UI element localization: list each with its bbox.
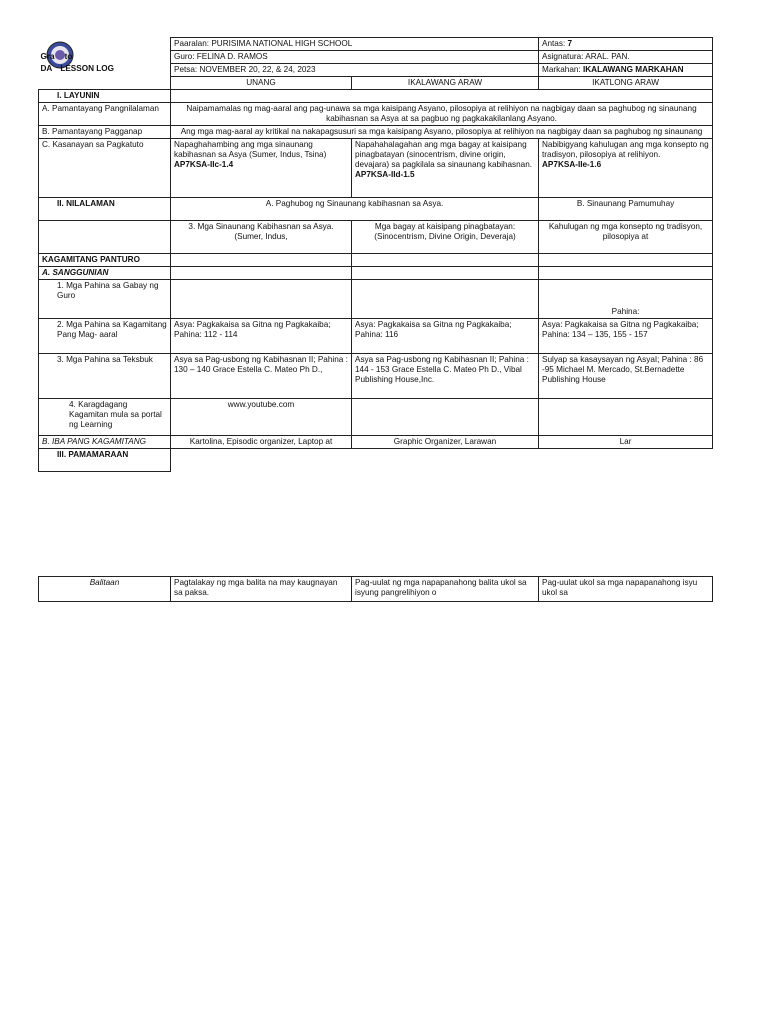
pamamaraan-blank (171, 449, 713, 472)
iba-day3: Lar (539, 436, 713, 449)
pamamaraan-heading: III. PAMAMARAAN (39, 449, 171, 472)
teksbuk-day1: Asya sa Pag-usbong ng Kabihasnan II; Pahina : 130 – 140 Grace Estella C. Mateo Ph D., (171, 354, 352, 399)
kagamitang-blank-1 (171, 254, 352, 267)
teksbuk-label: 3. Mga Pahina sa Teksbuk (39, 354, 171, 399)
kasanayan-day2: Napahahalagahan ang mga bagay at kaisipang pinagbatayan (sinocentrism, divine origin, devajara) sa pagkilala sa sinaunang kabihasnan. AP7KSA-IId-1.5 (352, 139, 539, 198)
gabay-day2 (352, 280, 539, 319)
day2-header: IKALAWANG ARAW (352, 77, 539, 90)
lesson-log-table (38, 37, 713, 472)
layunin-blank (171, 90, 713, 103)
nilalaman-subrow-label (39, 221, 171, 254)
grade-level-field: Antas: 7 (539, 38, 713, 51)
sanggunian-blank-2 (352, 267, 539, 280)
nilalaman-day2: Mga bagay at kaisipang pinagbatayan: (Sinocentrism, Divine Origin, Deveraja) (352, 221, 539, 254)
nilalaman-day1: 3. Mga Sinaunang Kabihasnan sa Asya. (Sumer, Indus, (171, 221, 352, 254)
nilalaman-topic-b: B. Sinaunang Pamumuhay (539, 198, 713, 221)
subject-field: Asignatura: ARAL. PAN. (539, 51, 713, 64)
nilalaman-heading: II. NILALAMAN (39, 198, 171, 221)
kasanayan-day3: Nabibigyang kahulugan ang mga konsepto ng tradisyon, pilosopiya at relihiyon. AP7KSA-IIe-1.6 (539, 139, 713, 198)
lesson-log-sheet (38, 37, 712, 472)
day1-header: UNANG (171, 77, 352, 90)
sanggunian-blank-1 (171, 267, 352, 280)
day3-header: IKATLONG ARAW (539, 77, 713, 90)
karagdagang-day3 (539, 399, 713, 436)
pamantayang-pagganap-label: B. Pamantayang Pagganap (39, 126, 171, 139)
iba-pang-kagamitan-label: B. IBA PANG KAGAMITANG (39, 436, 171, 449)
balitaan-day2: Pag-uulat ng mga napapanahong balita ukol sa isyung pangrelihiyon o (352, 577, 539, 602)
kagamitang-panturo-heading: KAGAMITANG PANTURO (39, 254, 171, 267)
grade-label: Gra to (40, 51, 73, 61)
pamantayang-pagganap-text: Ang mga mag-aaral ay kritikal na nakapagsusuri sa mga kaisipang Asyano, pilosopiya at relihiyon na nagbigay daan sa paghubog ng sinaunang (171, 126, 713, 139)
iba-day1: Kartolina, Episodic organizer, Laptop at (171, 436, 352, 449)
layunin-heading: I. LAYUNIN (39, 90, 171, 103)
teksbuk-day2: Asya sa Pag-usbong ng Kabihasnan II; Pahina : 144 - 153 Grace Estella C. Mateo Ph D., Vibal Publishing House,Inc. (352, 354, 539, 399)
karagdagang-day1: www.youtube.com (171, 399, 352, 436)
kagamitang-blank-3 (539, 254, 713, 267)
teksbuk-day3: Sulyap sa kasaysayan ng AsyaI; Pahina : 86 -95 Michael M. Mercado, St.Bernadette Publishing House (539, 354, 713, 399)
nilalaman-day3: Kahulugan ng mga konsepto ng tradisyon, pilosopiya at (539, 221, 713, 254)
sanggunian-blank-3 (539, 267, 713, 280)
balitaan-label: Balitaan (39, 577, 171, 602)
karagdagang-label: 4. Karagdagang Kagamitan mula sa portal ng Learning (39, 399, 171, 436)
teacher-field: Guro: FELINA D. RAMOS (171, 51, 539, 64)
karagdagang-day2 (352, 399, 539, 436)
nilalaman-topic-a: A. Paghubog ng Sinaunang kabihasnan sa Asya. (171, 198, 539, 221)
kagamitan-day1: Asya: Pagkakaisa sa Gitna ng Pagkakaiba; Pahina: 112 - 114 (171, 319, 352, 354)
balitaan-day3: Pag-uulat ukol sa mga napapanahong isyu ukol sa (539, 577, 713, 602)
sanggunian-heading: A. SANGGUNIAN (39, 267, 171, 280)
school-field: Paaralan: PURISIMA NATIONAL HIGH SCHOOL (171, 38, 539, 51)
logo-cell (39, 38, 171, 90)
gabay-label: 1. Mga Pahina sa Gabay ng Guro (39, 280, 171, 319)
pamantayang-pangnilalaman-label: A. Pamantayang Pangnilalaman (39, 103, 171, 126)
kasanayan-label: C. Kasanayan sa Pagkatuto (39, 139, 171, 198)
quarter-field: Markahan: IKALAWANG MARKAHAN (539, 64, 713, 77)
kagamitan-day2: Asya: Pagkakaisa sa Gitna ng Pagkakaiba; Pahina: 116 (352, 319, 539, 354)
date-field: Petsa: NOVEMBER 20, 22, & 24, 2023 (171, 64, 539, 77)
kagamitang-blank-2 (352, 254, 539, 267)
kasanayan-day1: Napaghahambing ang mga sinaunang kabihasnan sa Asya (Sumer, Indus, Tsina) AP7KSA-IIc-1.4 (171, 139, 352, 198)
gabay-day1 (171, 280, 352, 319)
balitaan-day1: Pagtalakay ng mga balita na may kaugnayan sa paksa. (171, 577, 352, 602)
kagamitan-day3: Asya: Pagkakaisa sa Gitna ng Pagkakaiba; Pahina: 134 – 135, 155 - 157 (539, 319, 713, 354)
iba-day2: Graphic Organizer, Larawan (352, 436, 539, 449)
dll-title: DA LESSON LOG (40, 63, 115, 73)
kagamitan-label: 2. Mga Pahina sa Kagamitang Pang Mag- aaral (39, 319, 171, 354)
pamantayang-pangnilalaman-text: Naipamamalas ng mag-aaral ang pag-unawa sa mga kaisipang Asyano, pilosopiya at relihiyon na nagbigay daan sa paghubog ng sinaunang kabihasnan sa Asya at sa pagbuo ng pagkakakilanlang Asyano. (171, 103, 713, 126)
balitaan-table (38, 576, 713, 602)
gabay-day3: Pahina: (539, 280, 713, 319)
